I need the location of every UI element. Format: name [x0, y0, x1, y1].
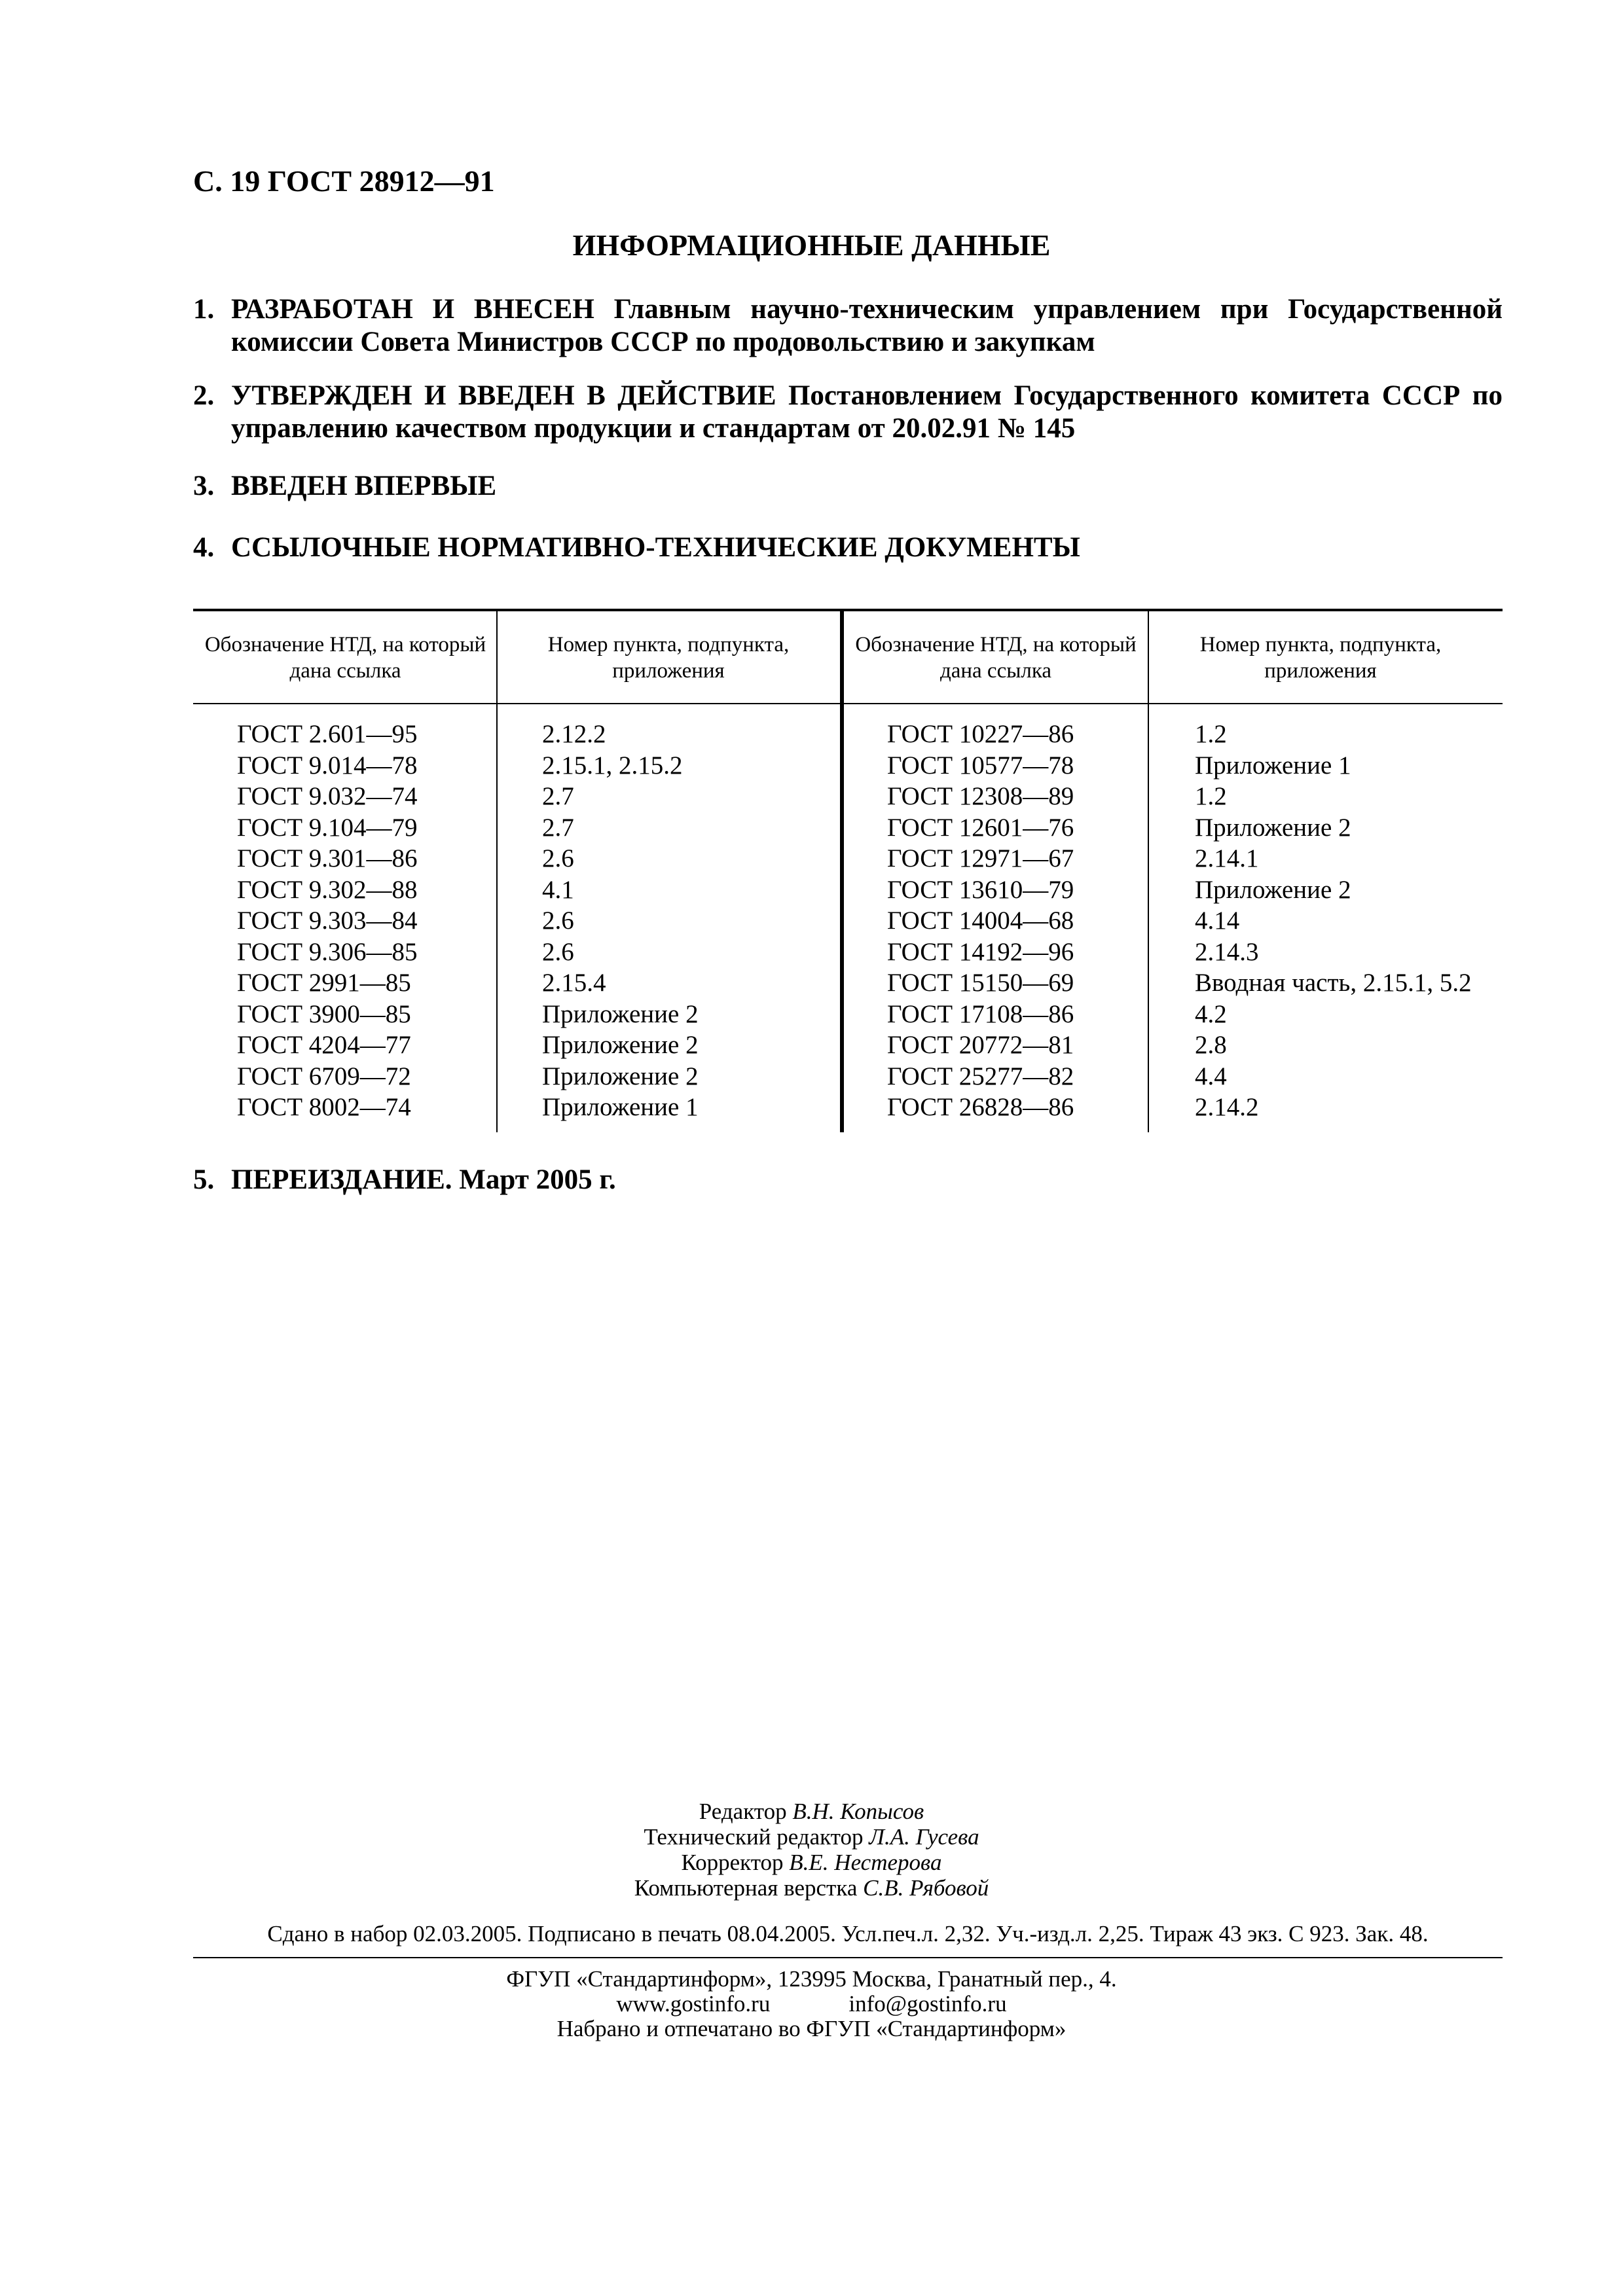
publisher-printer: Набрано и отпечатано во ФГУП «Стандартинформ» [556, 2016, 1067, 2041]
table-divider [496, 610, 498, 1132]
item-lead: УТВЕРЖДЕН И ВВЕДЕН В ДЕЙСТВИЕ [231, 380, 776, 411]
print-info: Сдано в набор 02.03.2005. Подписано в печать 08.04.2005. Усл.печ.л. 2,32. Уч.-изд.л. 2,25. Тираж 43 экз. С 923. Зак. 48. [267, 1921, 1429, 1946]
item-lead: ССЫЛОЧНЫЕ НОРМАТИВНО-ТЕХНИЧЕСКИЕ ДОКУМЕНТЫ [231, 532, 1080, 563]
table-cell-ref: 4.4 [1195, 1062, 1227, 1090]
table-cell-ref: 4.14 [1195, 906, 1240, 935]
table-top-rule [193, 609, 1503, 611]
table-cell-doc: ГОСТ 9.306—85 [237, 937, 418, 966]
page-header: С. 19 ГОСТ 28912—91 [193, 164, 495, 198]
table-header-ref-right: Номер пункта, подпункта, приложения [1199, 633, 1442, 683]
info-item-4 [193, 531, 1503, 564]
table-cell-doc: ГОСТ 14192—96 [887, 937, 1074, 966]
table-cell-ref: Приложение 2 [1195, 813, 1351, 842]
item-number: 2. [193, 380, 215, 411]
table-col-right-refs [1195, 719, 1472, 1123]
table-cell-ref: Приложение 1 [1195, 751, 1351, 780]
table-cell-ref: 2.14.1 [1195, 844, 1259, 872]
table-cell-ref: 2.12.2 [542, 720, 606, 748]
credit-role: Корректор [681, 1850, 784, 1875]
table-header-rule [193, 703, 1503, 704]
table-cell-ref: Приложение 2 [542, 999, 699, 1028]
table-cell-doc: ГОСТ 17108—86 [887, 999, 1074, 1028]
item-text: Главным научно-техническим управлением при Государственной комиссии Совета Министров СССР по продовольствию и закупкам [231, 294, 1503, 357]
table-header-doc-left: Обозначение НТД, на который дана ссылка [204, 633, 486, 683]
table-cell-ref: 2.7 [542, 782, 574, 810]
table-cell-ref: 2.6 [542, 906, 574, 935]
table-cell-doc: ГОСТ 12971—67 [887, 844, 1074, 872]
table-cell-doc: ГОСТ 6709—72 [237, 1062, 411, 1090]
credits-block [0, 1799, 1623, 1901]
table-cell-doc: ГОСТ 25277—82 [887, 1062, 1074, 1090]
credit-role: Редактор [699, 1799, 787, 1824]
item-number: 4. [193, 532, 215, 563]
publisher-contacts [0, 1992, 1623, 2017]
table-cell-doc: ГОСТ 9.032—74 [237, 782, 418, 810]
table-cell-ref: Приложение 2 [542, 1031, 699, 1059]
info-item-5 [193, 1164, 1503, 1196]
table-cell-ref: 1.2 [1195, 782, 1227, 810]
table-cell-ref: Приложение 2 [1195, 875, 1351, 904]
credit-name: В.Е. Нестерова [789, 1850, 942, 1875]
table-cell-ref: Приложение 2 [542, 1062, 699, 1090]
table-cell-doc: ГОСТ 10227—86 [887, 720, 1074, 748]
table-cell-doc: ГОСТ 8002—74 [237, 1093, 411, 1121]
table-cell-doc: ГОСТ 9.303—84 [237, 906, 418, 935]
table-cell-doc: ГОСТ 26828—86 [887, 1093, 1074, 1121]
credit-name: С.В. Рябовой [863, 1875, 989, 1901]
info-item-1 [193, 293, 1503, 359]
website-link[interactable]: www.gostinfo.ru [616, 1991, 771, 2017]
email-link[interactable]: info@gostinfo.ru [848, 1991, 1007, 2017]
table-center-divider [840, 610, 844, 1132]
item-lead: ВВЕДЕН ВПЕРВЫЕ [231, 471, 497, 501]
item-text: ПЕРЕИЗДАНИЕ. Март 2005 г. [231, 1164, 616, 1195]
table-cell-doc: ГОСТ 13610—79 [887, 875, 1074, 904]
table-col-right-docs [887, 719, 1074, 1123]
table-cell-doc: ГОСТ 15150—69 [887, 969, 1074, 997]
table-cell-ref: 2.6 [542, 937, 574, 966]
table-cell-doc: ГОСТ 12601—76 [887, 813, 1074, 842]
table-cell-ref: 4.1 [542, 875, 574, 904]
info-item-2 [193, 380, 1503, 445]
table-cell-doc: ГОСТ 2991—85 [237, 969, 411, 997]
publisher-block [0, 1967, 1623, 2041]
item-number: 5. [193, 1164, 215, 1195]
table-cell-doc: ГОСТ 9.301—86 [237, 844, 418, 872]
table-cell-doc: ГОСТ 3900—85 [237, 999, 411, 1028]
table-col-left-docs [237, 719, 418, 1123]
print-rule [193, 1957, 1503, 1958]
credit-line [0, 1799, 1623, 1824]
table-cell-doc: ГОСТ 4204—77 [237, 1031, 411, 1059]
table-cell-ref: 2.14.3 [1195, 937, 1259, 966]
document-title: ИНФОРМАЦИОННЫЕ ДАННЫЕ [572, 228, 1051, 262]
table-cell-doc: ГОСТ 10577—78 [887, 751, 1074, 780]
item-number: 3. [193, 471, 215, 501]
credit-line [0, 1850, 1623, 1875]
table-cell-doc: ГОСТ 9.104—79 [237, 813, 418, 842]
table-cell-ref: 2.6 [542, 844, 574, 872]
info-item-3 [193, 470, 1503, 503]
table-header-ref-left: Номер пункта, подпункта, приложения [547, 633, 790, 683]
table-cell-ref: Вводная часть, 2.15.1, 5.2 [1195, 969, 1472, 997]
table-cell-doc: ГОСТ 9.302—88 [237, 875, 418, 904]
table-cell-ref: Приложение 1 [542, 1093, 699, 1121]
credit-role: Компьютерная верстка [634, 1875, 858, 1901]
table-cell-ref: 2.14.2 [1195, 1093, 1259, 1121]
table-cell-ref: 1.2 [1195, 720, 1227, 748]
table-cell-ref: 2.15.4 [542, 969, 606, 997]
table-cell-ref: 4.2 [1195, 999, 1227, 1028]
table-header-doc-right: Обозначение НТД, на который дана ссылка [855, 633, 1137, 683]
item-number: 1. [193, 294, 215, 325]
table-cell-ref: 2.15.1, 2.15.2 [542, 751, 683, 780]
item-lead: РАЗРАБОТАН И ВНЕСЕН [231, 294, 594, 325]
credit-name: В.Н. Копысов [792, 1799, 924, 1824]
table-divider [1148, 610, 1149, 1132]
publisher-address: ФГУП «Стандартинформ», 123995 Москва, Гранатный пер., 4. [506, 1966, 1117, 1992]
table-col-left-refs [542, 719, 699, 1123]
table-cell-ref: 2.8 [1195, 1031, 1227, 1059]
table-cell-doc: ГОСТ 14004—68 [887, 906, 1074, 935]
item-text: Постановлением Государственного комитета СССР по управлению качеством продукции и стандартам от 20.02.91 № 145 [231, 380, 1503, 444]
credit-line [0, 1824, 1623, 1850]
table-cell-doc: ГОСТ 2.601—95 [237, 720, 418, 748]
credit-line [0, 1875, 1623, 1901]
table-cell-doc: ГОСТ 12308—89 [887, 782, 1074, 810]
credit-role: Технический редактор [644, 1824, 864, 1850]
table-cell-doc: ГОСТ 20772—81 [887, 1031, 1074, 1059]
credit-name: Л.А. Гусева [869, 1824, 979, 1850]
table-cell-doc: ГОСТ 9.014—78 [237, 751, 418, 780]
table-cell-ref: 2.7 [542, 813, 574, 842]
